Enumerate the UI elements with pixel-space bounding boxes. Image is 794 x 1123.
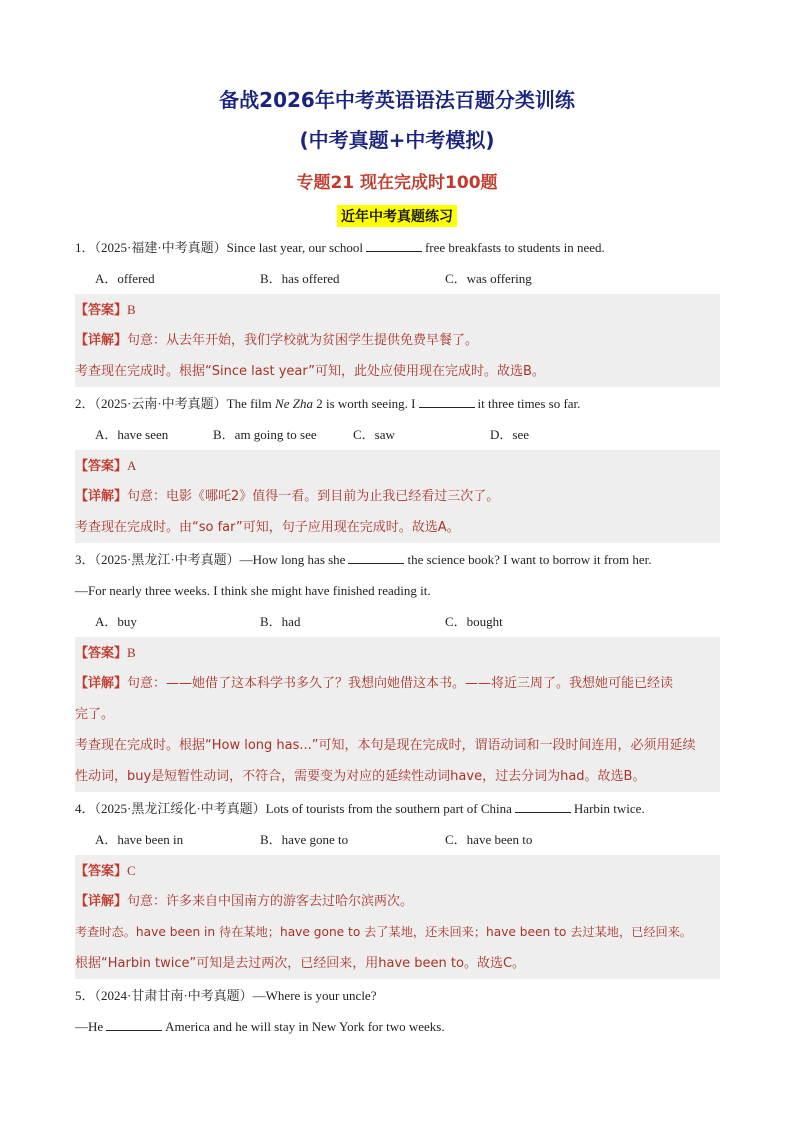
topic-title: 专题21 现在完成时100题 xyxy=(296,173,498,193)
explain-row: 考查现在完成时。根据“Since last year”可知，此处应使用现在完成时。故选B。 xyxy=(75,356,720,387)
question-2-options xyxy=(95,419,715,450)
option-b: B．has offered xyxy=(260,271,340,286)
answer-row: 【答案】B xyxy=(75,294,720,325)
explain-row: 考查现在完成时。由“so far”可知，句子应用现在完成时。故选A。 xyxy=(75,512,720,543)
question-4-options xyxy=(95,824,715,855)
question-1-options xyxy=(95,263,715,294)
option-b: B．am going to see xyxy=(213,427,317,442)
answer-blank xyxy=(419,395,475,408)
option-b: B．had xyxy=(260,614,301,629)
explain-row: 考查时态。have been in 待在某地；have gone to 去了某地，还未回来；have been to 去过某地，已经回来。 xyxy=(75,917,720,948)
answer-blank xyxy=(348,551,404,564)
question-5: 5．（2024·甘肃甘南·中考真题）—Where is your uncle? xyxy=(75,988,377,1003)
option-d: D．see xyxy=(490,427,529,442)
option-b: B．have gone to xyxy=(260,832,349,847)
question-2: 2．（2025·云南·中考真题）The film Ne Zha 2 is worth seeing. I it three times so far. xyxy=(75,396,581,411)
explain-row: 【详解】句意：电影《哪吒2》值得一看。到目前为止我已经看过三次了。 xyxy=(75,481,720,512)
option-a: A．have seen xyxy=(95,427,169,442)
option-c: C．bought xyxy=(445,614,503,629)
explain-row: 性动词，buy是短暂性动词，不符合，需要变为对应的延续性动词have，过去分词为had。故选B。 xyxy=(75,761,720,792)
option-a: A．offered xyxy=(95,271,155,286)
explain-row: 【详解】句意：从去年开始，我们学校就为贫困学生提供免费早餐了。 xyxy=(75,325,720,356)
question-3-options xyxy=(95,606,715,637)
option-c: C．was offering xyxy=(445,271,532,286)
document-title: 备战2026年中考英语语法百题分类训练 xyxy=(219,88,575,112)
answer-blank xyxy=(366,239,422,252)
question-3-line2: —For nearly three weeks. I think she might have finished reading it. xyxy=(75,583,431,598)
explain-row: 【详解】句意：许多来自中国南方的游客去过哈尔滨两次。 xyxy=(75,886,720,917)
option-a: A．have been in xyxy=(95,832,184,847)
answer-blank xyxy=(106,1018,162,1031)
option-c: C．saw xyxy=(353,427,395,442)
section-heading: 近年中考真题练习 xyxy=(337,205,457,227)
option-c: C．have been to xyxy=(445,832,533,847)
answer-blank xyxy=(515,800,571,813)
answer-row: 【答案】C xyxy=(75,855,720,886)
answer-row: 【答案】B xyxy=(75,637,720,668)
question-5-line2: —He America and he will stay in New York for two weeks. xyxy=(75,1019,445,1034)
explain-row: 根据“Harbin twice”可知是去过两次，已经回来，用have been to。故选C。 xyxy=(75,948,720,979)
explain-row: 【详解】句意：——她借了这本科学书多久了？我想向她借这本书。——将近三周了。我想她可能已经读 xyxy=(75,668,720,699)
explain-row: 完了。 xyxy=(75,699,720,730)
question-1: 1．（2025·福建·中考真题）Since last year, our school free breakfasts to students in need. xyxy=(75,240,605,255)
explain-row: 考查现在完成时。根据“How long has...”可知，本句是现在完成时，谓语动词和一段时间连用，必须用延续 xyxy=(75,730,720,761)
option-a: A．buy xyxy=(95,614,137,629)
question-3: 3．（2025·黑龙江·中考真题）—How long has she the science book? I want to borrow it from her. xyxy=(75,552,652,567)
answer-row: 【答案】A xyxy=(75,450,720,481)
document-subtitle: (中考真题+中考模拟) xyxy=(299,128,495,152)
question-4: 4．（2025·黑龙江绥化·中考真题）Lots of tourists from the southern part of China Harbin twice. xyxy=(75,801,645,816)
